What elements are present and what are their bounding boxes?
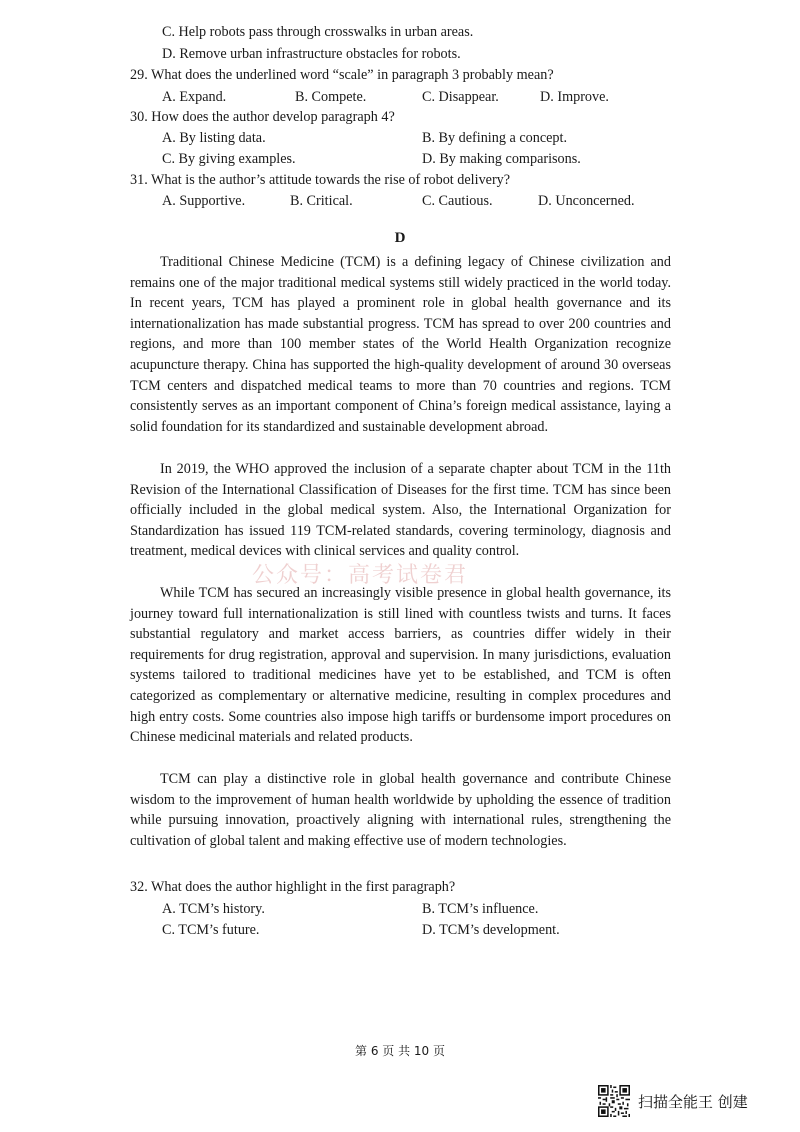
- scanner-label: 扫描全能王 创建: [638, 1092, 748, 1111]
- q30-option-b: B. By defining a concept.: [422, 130, 567, 146]
- qr-code-icon: [598, 1085, 630, 1117]
- q29-option-d: D. Improve.: [540, 89, 609, 105]
- prev-option-c: C. Help robots pass through crosswalks in urban areas.: [162, 24, 474, 40]
- prev-option-d: D. Remove urban infrastructure obstacles for robots.: [162, 46, 461, 62]
- question-29-stem: 29. What does the underlined word “scale” in paragraph 3 probably mean?: [130, 67, 554, 83]
- q29-option-c: C. Disappear.: [422, 89, 499, 105]
- q32-option-b: B. TCM’s influence.: [422, 901, 539, 917]
- q31-option-b: B. Critical.: [290, 193, 353, 209]
- question-32-stem: 32. What does the author highlight in the first paragraph?: [130, 879, 456, 895]
- passage-paragraph-3: While TCM has secured an increasingly visible presence in global health governance, its journey toward full internationalization is still lined with countless twists and turns. It faces substantial regulatory and market access barriers, as countries differ widely in their requirements for drug registration, approval and supervision. In many jurisdictions, evaluation systems tailored to traditional medicines have yet to be established, and TCM is often categorized as complementary or alternative medicine, resulting in complex procedures and high entry costs. Some countries also impose high tariffs or burdensome import procedures on Chinese medicinal materials and related products.: [130, 585, 671, 746]
- q30-option-a: A. By listing data.: [162, 130, 266, 146]
- passage-paragraph-2: In 2019, the WHO approved the inclusion of a separate chapter about TCM in the 11th Revision of the International Classification of Diseases for the first time. TCM has since been officially included in the global medical system. Also, the International Organization for Standardization has issued 119 TCM-related standards, covering terminology, diagnosis and treatment, medical devices with clinical services and quality control.: [130, 461, 671, 560]
- q30-option-d: D. By making comparisons.: [422, 151, 581, 167]
- q31-option-a: A. Supportive.: [162, 193, 246, 209]
- q32-option-c: C. TCM’s future.: [162, 922, 260, 938]
- q29-option-a: A. Expand.: [162, 89, 227, 105]
- scanner-badge: [598, 1084, 748, 1118]
- q31-option-c: C. Cautious.: [422, 193, 493, 209]
- question-30-stem: 30. How does the author develop paragraph 4?: [130, 109, 395, 125]
- q29-option-b: B. Compete.: [295, 89, 367, 105]
- q32-option-a: A. TCM’s history.: [162, 901, 265, 917]
- q31-option-d: D. Unconcerned.: [538, 193, 635, 209]
- section-title: D: [394, 230, 406, 246]
- passage-paragraph-4: TCM can play a distinctive role in global health governance and contribute Chinese wisdom to the improvement of human health worldwide by upholding the essence of tradition while pursuing innovation, proactively aligning with international rules, strengthening the cultivation of global talent and making effective use of modern technologies.: [130, 771, 671, 849]
- passage-paragraph-1: Traditional Chinese Medicine (TCM) is a defining legacy of Chinese civilization and remains one of the major traditional medical systems still widely practiced in the world today. In recent years, TCM has played a prominent role in global health governance and its internationalization has made substantial progress. TCM has spread to over 200 countries and regions, and more than 100 member states of the World Health Organization recognize acupuncture therapy. China has supported the high-quality development of around 30 overseas TCM centers and dispatched medical teams to more than 70 countries and regions. TCM consistently serves as an important component of China’s foreign medical assistance, laying a solid foundation for its standardized and sustainable development abroad.: [130, 254, 671, 435]
- q32-option-d: D. TCM’s development.: [422, 922, 560, 938]
- page-number-footer: 第 6 页 共 10 页: [355, 1044, 445, 1058]
- watermark: 公众号：高考试卷君: [252, 563, 469, 588]
- question-31-stem: 31. What is the author’s attitude towards the rise of robot delivery?: [130, 172, 511, 188]
- q30-option-c: C. By giving examples.: [162, 151, 296, 167]
